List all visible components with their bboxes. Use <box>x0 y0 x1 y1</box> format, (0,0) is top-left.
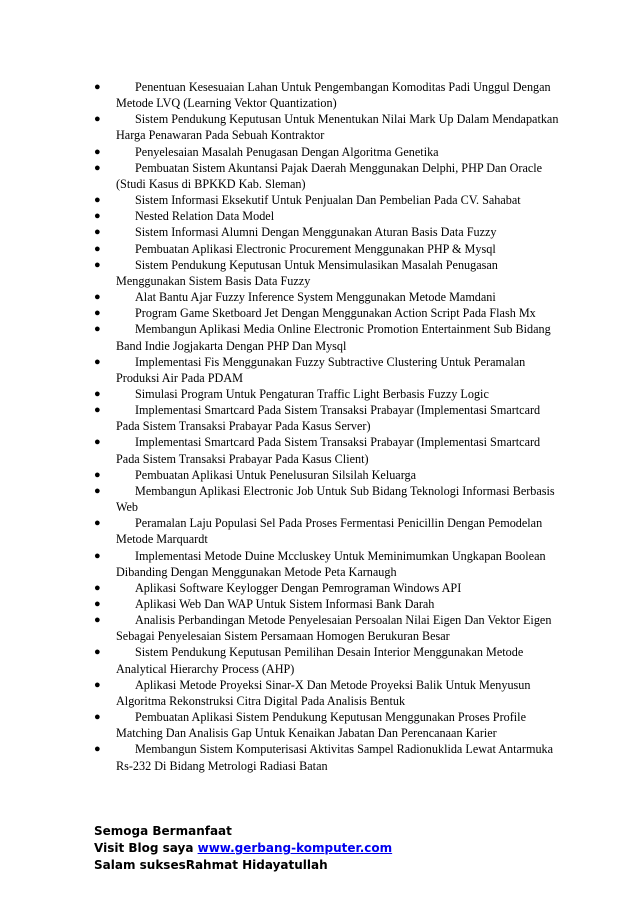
bullet-icon: ● <box>94 145 101 158</box>
list-item-text: Pembuatan Aplikasi Electronic Procurement Menggunakan PHP & Mysql <box>135 241 496 256</box>
list-item <box>94 467 564 483</box>
bullet-icon: ● <box>94 242 101 255</box>
bullet-icon: ● <box>94 517 101 530</box>
list-item <box>94 483 564 515</box>
thesis-topic-list <box>94 79 564 774</box>
list-item-text: Membangun Aplikasi Electronic Job Untuk Sub Bidang Teknologi Informasi Berbasis Web <box>116 483 555 515</box>
bullet-icon: ● <box>94 436 101 449</box>
list-item <box>94 612 564 644</box>
list-item <box>94 596 564 612</box>
bullet-icon: ● <box>94 646 101 659</box>
bullet-icon: ● <box>94 161 101 174</box>
bullet-icon: ● <box>94 711 101 724</box>
list-item-text: Program Game Sketboard Jet Dengan Menggunakan Action Script Pada Flash Mx <box>135 306 536 321</box>
list-item-text: Sistem Informasi Alumni Dengan Menggunakan Aturan Basis Data Fuzzy <box>135 225 497 240</box>
list-item <box>94 434 564 466</box>
blog-line-label: Visit Blog saya <box>94 841 198 855</box>
list-item-text: Membangun Aplikasi Media Online Electronic Promotion Entertainment Sub Bidang Band Indie Jogjakarta Dengan PHP Dan Mysql <box>116 322 551 353</box>
list-item-text: Sistem Pendukung Keputusan Untuk Menentukan Nilai Mark Up Dalam Mendapatkan Harga Penawaran Pada Sebuah Kontraktor <box>116 112 559 143</box>
closing-section <box>94 823 564 874</box>
bullet-icon: ● <box>94 614 101 627</box>
list-item-text: Implementasi Smartcard Pada Sistem Transaksi Prabayar (Implementasi Smartcard Pada Sistem Transaksi Prabayar Pada Kasus Server) <box>116 403 541 434</box>
list-item-text: Pembuatan Aplikasi Untuk Penelusuran Silsilah Keluarga <box>135 467 417 482</box>
list-item <box>94 402 564 434</box>
list-item <box>94 644 564 676</box>
list-item <box>94 548 564 580</box>
bullet-icon: ● <box>94 404 101 417</box>
bullet-icon: ● <box>94 549 101 562</box>
list-item-text: Pembuatan Aplikasi Sistem Pendukung Keputusan Menggunakan Proses Profile Matching Dan Analisis Gap Untuk Kenaikan Jabatan Dan Perencanaan Karier <box>116 710 526 741</box>
blog-link[interactable]: www.gerbang-komputer.com <box>197 841 393 855</box>
list-item-text: Implementasi Fis Menggunakan Fuzzy Subtractive Clustering Untuk Peramalan Produksi Air Pada PDAM <box>116 354 526 385</box>
list-item-text: Sistem Informasi Eksekutif Untuk Penjualan Dan Pembelian Pada CV. Sahabat <box>135 193 521 208</box>
list-item <box>94 111 564 143</box>
list-item <box>94 79 564 111</box>
list-item-text: Alat Bantu Ajar Fuzzy Inference System Menggunakan Metode Mamdani <box>135 290 496 305</box>
list-item-text: Sistem Pendukung Keputusan Pemilihan Desain Interior Menggunakan Metode Analytical Hierarchy Process (AHP) <box>116 645 524 676</box>
list-item <box>94 160 564 192</box>
list-item <box>94 224 564 240</box>
list-item-text: Membangun Sistem Komputerisasi Aktivitas Sampel Radionuklida Lewat Antarmuka Rs-232 Di Bidang Metrologi Radiasi Batan <box>116 742 554 773</box>
bullet-icon: ● <box>94 355 101 368</box>
bullet-icon: ● <box>94 598 101 610</box>
list-item-text: Sistem Pendukung Keputusan Untuk Mensimulasikan Masalah Penugasan Menggunakan Sistem Basis Data Fuzzy <box>116 257 498 288</box>
list-item <box>94 354 564 386</box>
list-item <box>94 677 564 709</box>
bullet-icon: ● <box>94 307 101 320</box>
list-item <box>94 192 564 208</box>
list-item-text: Penyelesaian Masalah Penugasan Dengan Algoritma Genetika <box>135 144 439 159</box>
list-item <box>94 741 564 773</box>
list-item-text: Peramalan Laju Populasi Sel Pada Proses Fermentasi Penicillin Dengan Pemodelan Metode Marquardt <box>116 516 543 547</box>
list-item <box>94 515 564 547</box>
list-item <box>94 305 564 321</box>
bullet-icon: ● <box>94 484 101 497</box>
bullet-icon: ● <box>94 194 101 207</box>
list-item-text: Aplikasi Software Keylogger Dengan Pemrograman Windows API <box>135 580 462 595</box>
bullet-icon: ● <box>94 291 101 304</box>
closing-greeting: Semoga Bermanfaat <box>94 824 232 838</box>
bullet-icon: ● <box>94 387 101 400</box>
bullet-icon: ● <box>94 323 101 336</box>
list-item <box>94 144 564 160</box>
list-item-text: Simulasi Program Untuk Pengaturan Traffic Light Berbasis Fuzzy Logic <box>135 386 489 401</box>
bullet-icon: ● <box>94 581 101 594</box>
list-item <box>94 289 564 305</box>
list-item <box>94 257 564 289</box>
list-item <box>94 580 564 596</box>
list-item-text: Pembuatan Sistem Akuntansi Pajak Daerah Menggunakan Delphi, PHP Dan Oracle (Studi Kasus di BPKKD Kab. Sleman) <box>116 160 543 191</box>
list-item <box>94 241 564 257</box>
signature-line: Salam suksesRahmat Hidayatullah <box>94 858 328 872</box>
list-item-text: Aplikasi Metode Proyeksi Sinar-X Dan Metode Proyeksi Balik Untuk Menyusun Algoritma Rekonstruksi Citra Digital Pada Analisis Bentuk <box>116 677 531 708</box>
blog-line <box>94 840 564 857</box>
bullet-icon: ● <box>94 210 101 223</box>
list-item <box>94 386 564 402</box>
bullet-icon: ● <box>94 258 101 271</box>
bullet-icon: ● <box>94 678 101 691</box>
bullet-icon: ● <box>94 743 101 756</box>
list-item-text: Implementasi Smartcard Pada Sistem Transaksi Prabayar (Implementasi Smartcard Pada Sistem Transaksi Prabayar Pada Kasus Client) <box>116 435 541 466</box>
bullet-icon: ● <box>94 226 101 239</box>
list-item <box>94 709 564 741</box>
bullet-icon: ● <box>94 468 101 481</box>
bullet-icon: ● <box>94 113 101 126</box>
list-item-text: Implementasi Metode Duine Mccluskey Untuk Meminimumkan Ungkapan Boolean Dibanding Dengan Menggunakan Metode Peta Karnaugh <box>116 548 546 579</box>
list-item-text: Nested Relation Data Model <box>135 209 275 224</box>
bullet-icon: ● <box>94 81 101 93</box>
list-item <box>94 321 564 353</box>
list-item-text: Aplikasi Web Dan WAP Untuk Sistem Informasi Bank Darah <box>135 597 435 611</box>
list-item <box>94 208 564 224</box>
list-item-text: Analisis Perbandingan Metode Penyelesaian Persoalan Nilai Eigen Dan Vektor Eigen Sebagai Penyelesaian Sistem Persamaan Homogen Berukuran Besar <box>116 613 552 644</box>
list-item-text: Penentuan Kesesuaian Lahan Untuk Pengembangan Komoditas Padi Unggul Dengan Metode LVQ (Learning Vektor Quantization) <box>116 80 551 111</box>
